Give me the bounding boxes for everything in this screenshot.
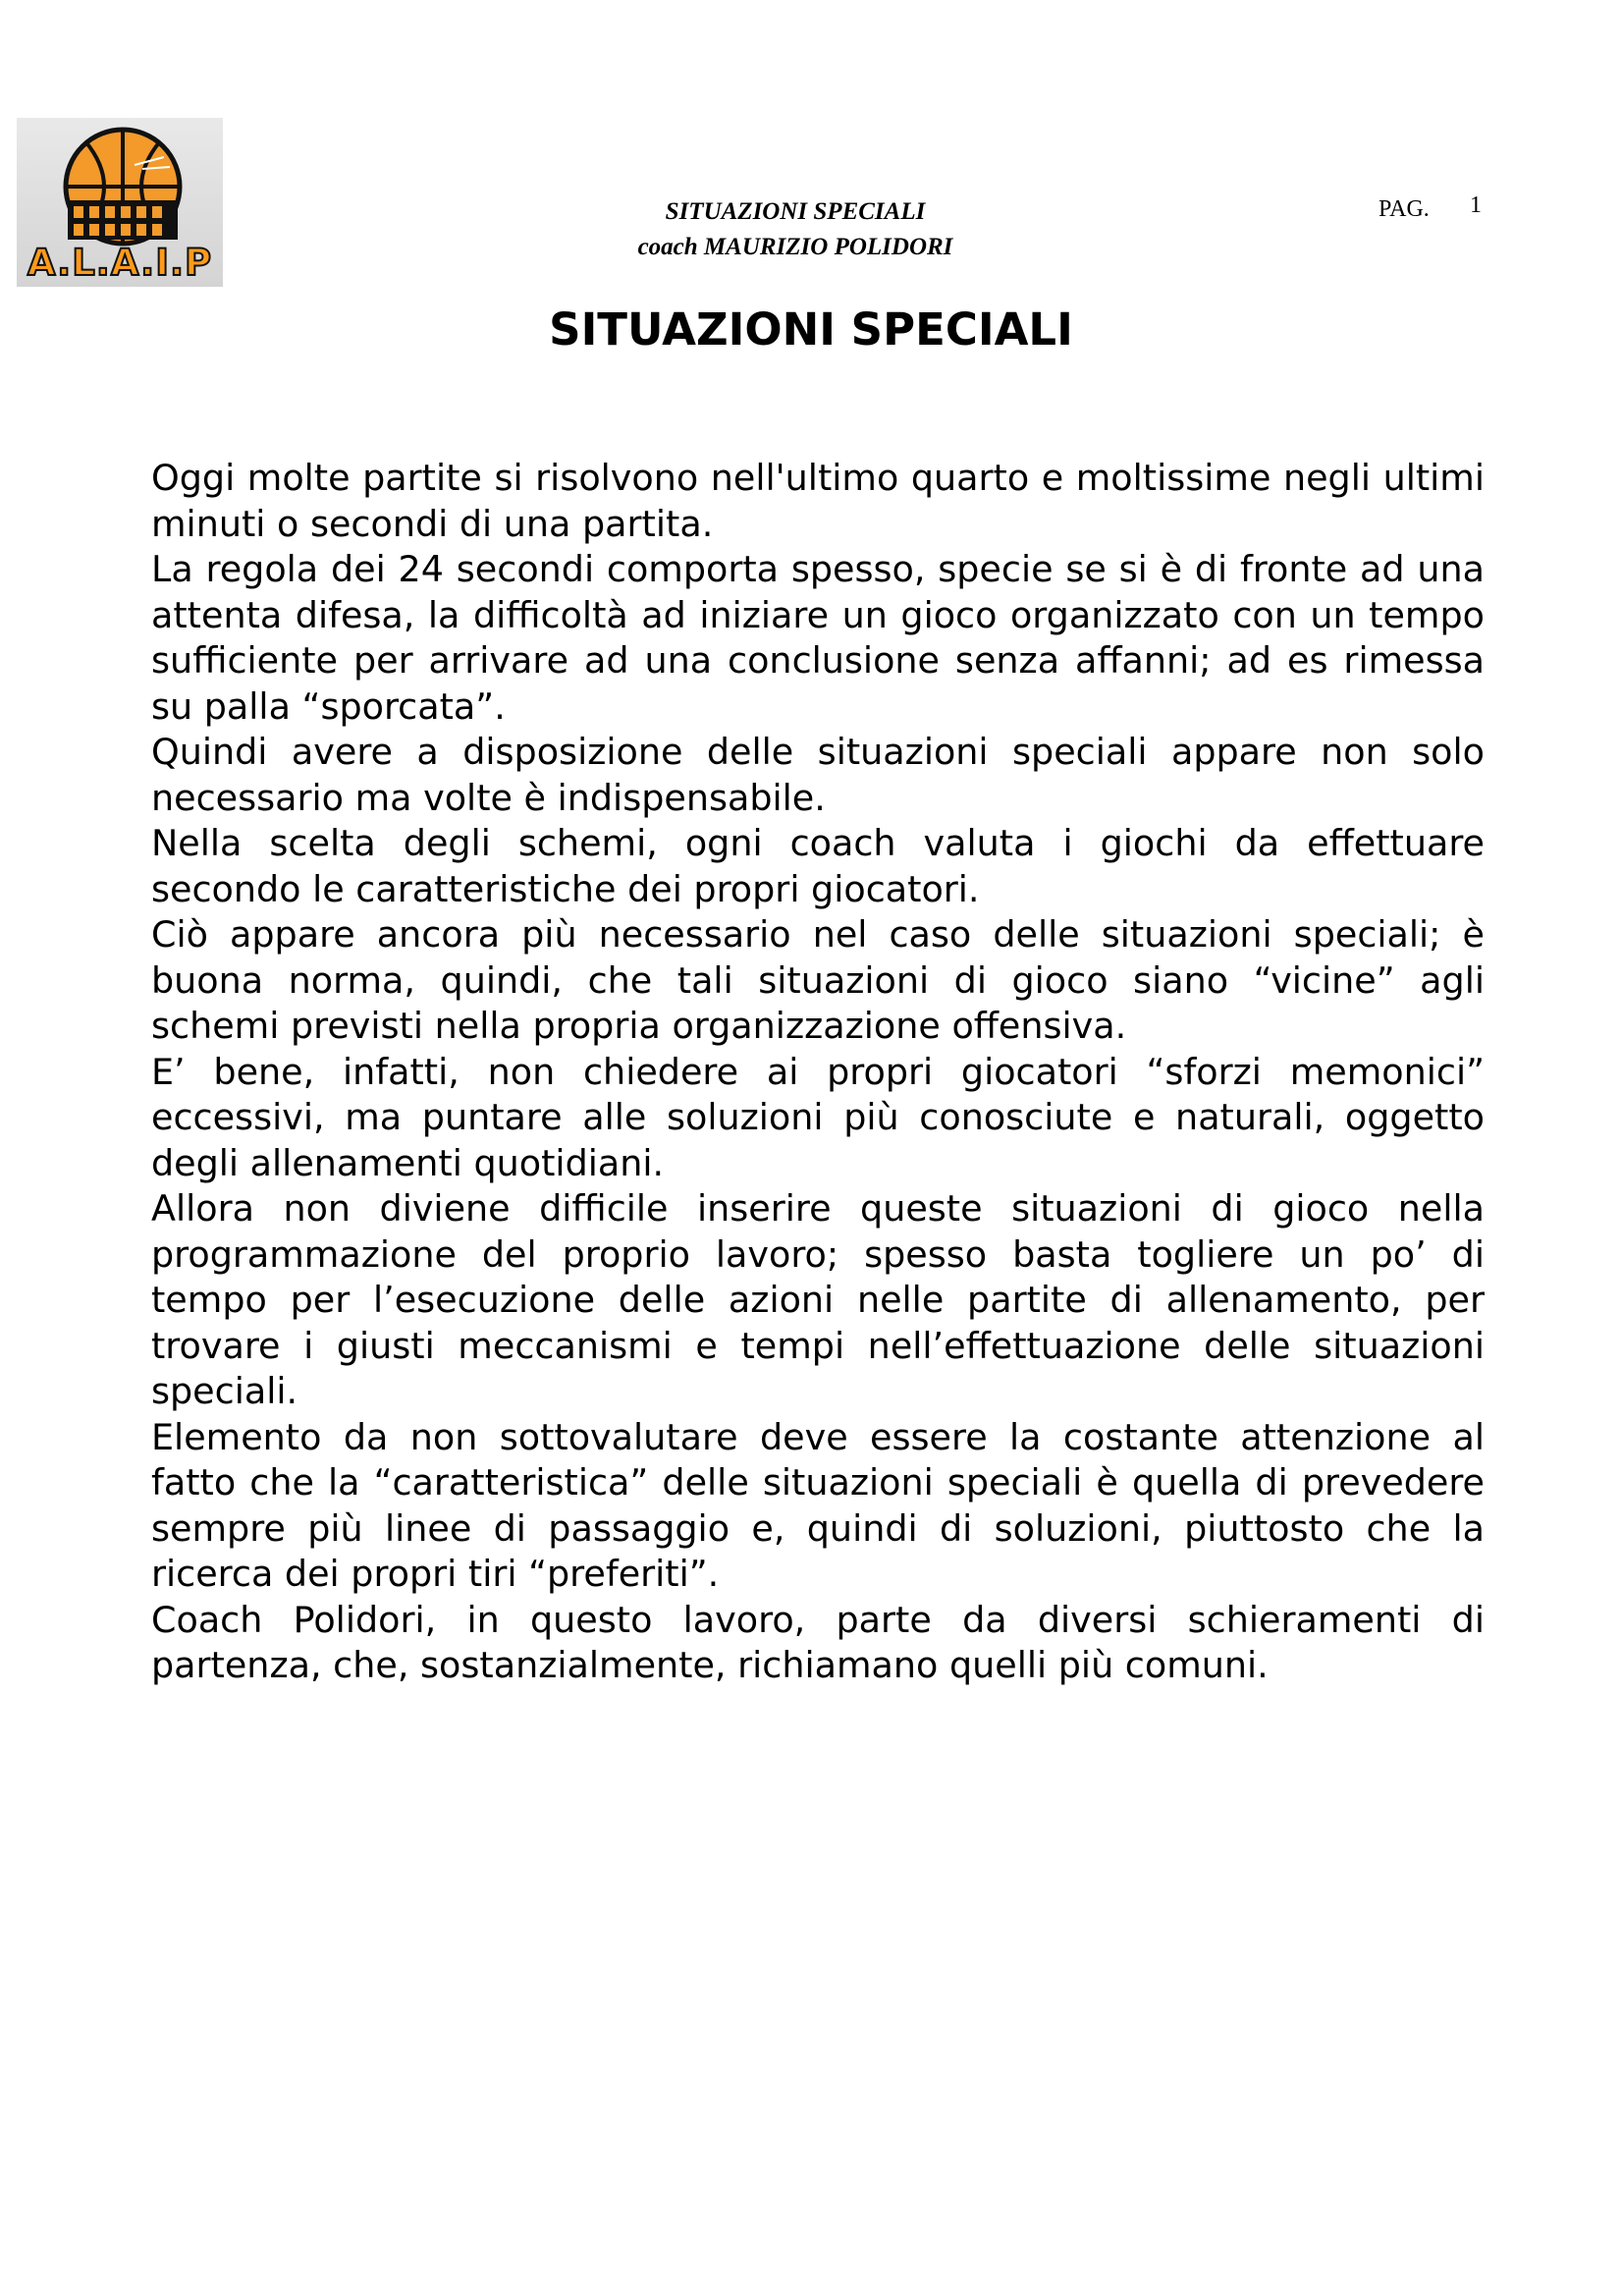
paragraph: E’ bene, infatti, non chiedere ai propri giocatori “sforzi memonici” eccessivi, ma puntare alle soluzioni più conosciute e naturali, oggetto degli allenamenti quotidiani.: [151, 1050, 1485, 1184]
running-header: [550, 194, 1041, 265]
body-text: [151, 456, 1485, 1689]
page-number: 1: [1470, 192, 1482, 218]
document-title: SITUAZIONI SPECIALI: [549, 303, 1073, 355]
paragraph: Quindi avere a disposizione delle situazioni speciali appare non solo necessario ma volte è indispensabile.: [151, 731, 1485, 819]
page-label: PAG.: [1379, 196, 1430, 222]
paragraph: Elemento da non sottovalutare deve essere la costante attenzione al fatto che la “caratteristica” delle situazioni speciali è quella di prevedere sempre più linee di passaggio e, quindi di soluzioni, piuttosto che la ricerca dei propri tiri “preferiti”.: [151, 1415, 1485, 1595]
paragraph: La regola dei 24 secondi comporta spesso, specie se si è di fronte ad una attenta difesa, la difficoltà ad iniziare un gioco organizzato con un tempo sufficiente per arrivare ad una conclusione senza affanni; ad es rimessa su palla “sporcata”.: [151, 548, 1485, 728]
header-author: coach MAURIZIO POLIDORI: [637, 234, 953, 260]
paragraph: Nella scelta degli schemi, ogni coach valuta i giochi da effettuare secondo le caratteristiche dei propri giocatori.: [151, 822, 1485, 910]
paragraph: Ciò appare ancora più necessario nel caso delle situazioni speciali; è buona norma, quindi, che tali situazioni di gioco siano “vicine” agli schemi previsti nella propria organizzazione offensiva.: [151, 913, 1485, 1047]
alaip-logo: [17, 118, 223, 287]
paragraph: Allora non diviene difficile inserire queste situazioni di gioco nella programmazione del proprio lavoro; spesso basta togliere un po’ di tempo per l’esecuzione delle azioni nelle partite di allenamento, per trovare i giusti meccanismi e tempi nell’effettuazione delle situazioni speciali.: [151, 1187, 1485, 1412]
logo-text: A.L.A.I.P: [27, 242, 213, 284]
paragraph: Coach Polidori, in questo lavoro, parte da diversi schieramenti di partenza, che, sostanzialmente, richiamano quelli più comuni.: [151, 1598, 1485, 1686]
header-title: SITUAZIONI SPECIALI: [665, 198, 926, 225]
paragraph: Oggi molte partite si risolvono nell'ultimo quarto e moltissime negli ultimi minuti o secondi di una partita.: [151, 457, 1485, 545]
